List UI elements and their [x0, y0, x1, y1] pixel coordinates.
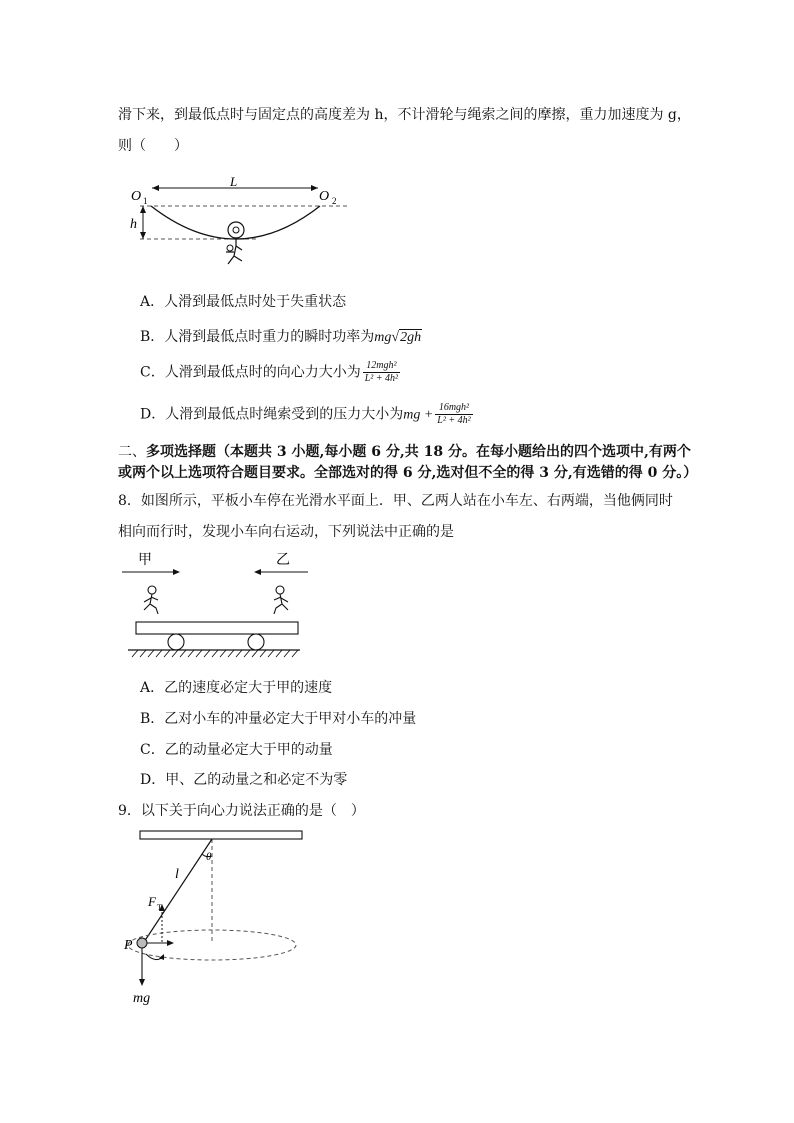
cart-figure: [118, 550, 308, 662]
q7-option-c-fraction: $\frac{\text{12mgh²}}{\text{L² + 4h²}}$: [364, 360, 399, 384]
label-ft: F: [148, 894, 156, 909]
q7-option-d[interactable]: [140, 402, 473, 427]
label-yi: 乙: [276, 553, 290, 568]
label-p: P: [124, 938, 133, 953]
q7-option-b[interactable]: B．人滑到最低点时重力的瞬时功率为mg√2gh: [140, 329, 422, 345]
label-ft-sub: T: [157, 903, 162, 912]
q7-option-b-math: mg: [374, 330, 392, 345]
q7-option-c-text: C．人滑到最低点时的向心力大小为: [140, 364, 361, 381]
q8-option-a[interactable]: A．乙的速度必定大于甲的速度: [140, 680, 333, 696]
q8-stem-line-2: 相向而行时，发现小车向右运动，下列说法中正确的是: [118, 524, 454, 540]
label-h: h: [130, 217, 137, 232]
q7-option-b-text: B．人滑到最低点时重力的瞬时功率为: [140, 329, 375, 345]
q7-option-d-text: D．人滑到最低点时绳索受到的压力大小为: [140, 406, 404, 423]
q8-stem-line-1: 8．如图所示，平板小车停在光滑水平面上．甲、乙两人站在小车左、右两端，当他俩同时: [118, 493, 673, 509]
label-o1: O: [131, 189, 142, 204]
label-mg: mg: [133, 991, 151, 1006]
label-o2-sub: 2: [332, 196, 337, 206]
intro-line-1: 滑下来，到最低点时与固定点的高度差为 h，不计滑轮与绳索之间的摩擦，重力加速度为 g，: [118, 107, 691, 123]
section2-line-1: 二、多项选择题（本题共 3 小题,每小题 6 分,共 18 分。在每小题给出的四个选项中,有两个: [118, 444, 691, 460]
q8-option-b[interactable]: B．乙对小车的冲量必定大于甲对小车的冲量: [140, 711, 417, 727]
q7-option-c[interactable]: [140, 360, 400, 385]
rope-slide-figure: [118, 168, 358, 278]
q7-option-a[interactable]: A．人滑到最低点时处于失重状态: [140, 294, 347, 310]
q7-option-d-fraction: $\frac{\text{16mgh²}}{\text{L² + 4h²}}$: [437, 402, 471, 426]
label-l: l: [175, 867, 179, 882]
q7-option-d-math: mg +: [403, 407, 434, 423]
q7-option-b-sqrt: 2gh: [400, 330, 422, 345]
q8-option-c[interactable]: C．乙的动量必定大于甲的动量: [140, 742, 333, 758]
label-jia: 甲: [138, 553, 152, 568]
label-o1-sub: 1: [143, 196, 148, 206]
label-o2: O: [319, 189, 330, 204]
label-L: L: [230, 174, 238, 189]
q9-stem: 9．以下关于向心力说法正确的是（ ）: [118, 803, 365, 819]
conical-pendulum-figure: [118, 824, 318, 1014]
q8-option-d[interactable]: D．甲、乙的动量之和必定不为零: [140, 772, 348, 788]
section2-line-2: 或两个以上选项符合题目要求。全部选对的得 6 分,选对但不全的得 3 分,有选错的得 0 分。）: [118, 465, 698, 481]
intro-line-2: 则（ ）: [118, 138, 188, 154]
label-theta: θ: [206, 851, 212, 863]
